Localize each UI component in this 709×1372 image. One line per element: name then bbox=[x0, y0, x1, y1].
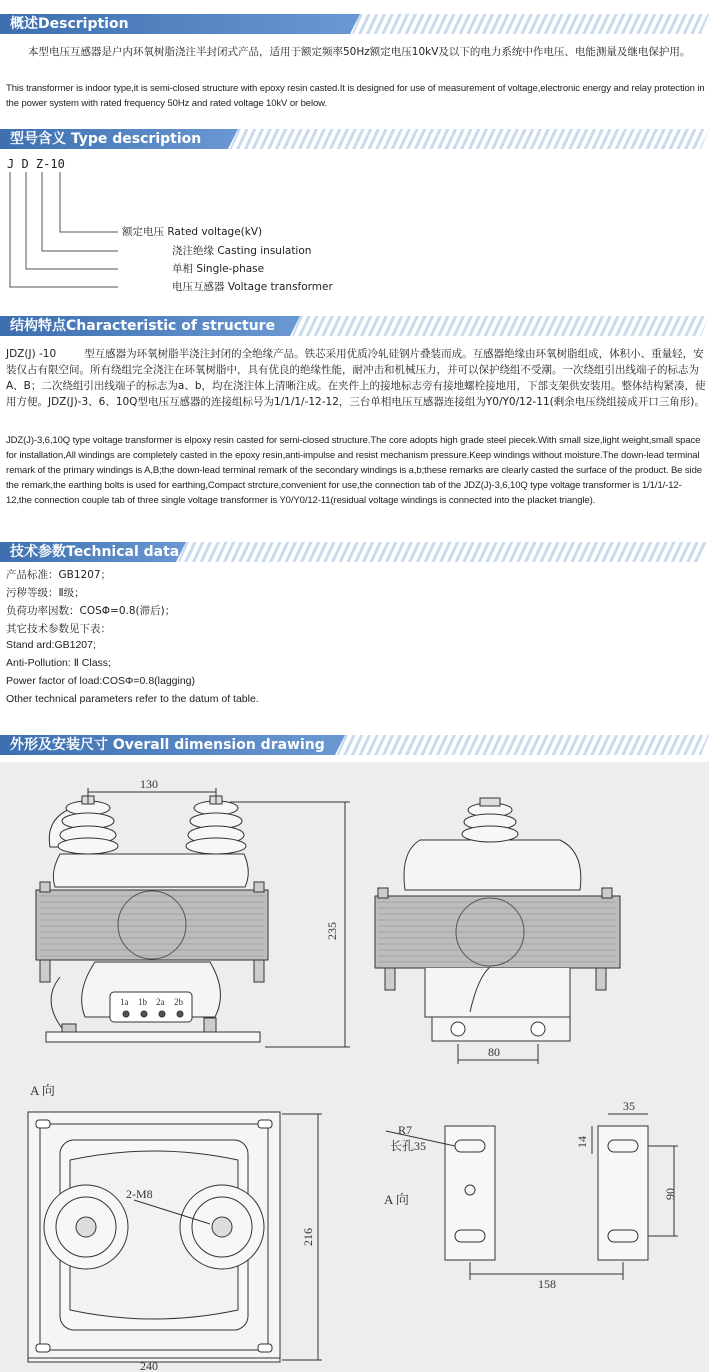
label-slot: 长孔35 bbox=[390, 1139, 427, 1153]
type-item: 浇注绝缘 Casting insulation bbox=[172, 245, 312, 257]
tech-line: Other technical parameters refer to the datum of table. bbox=[6, 693, 259, 705]
tech-line: Power factor of load:COSΦ=0.8(lagging) bbox=[6, 675, 196, 687]
dim-158: 158 bbox=[538, 1277, 556, 1291]
description-zh: 本型电压互感器是户内环氧树脂浇注半封闭式产品，适用于额定频率50Hz额定电压10kV及以下的电力系统中作电压、电能测量及继电保护用。 bbox=[28, 46, 691, 58]
section-header-type bbox=[0, 125, 709, 151]
tech-line: 其它技术参数见下表： bbox=[6, 623, 111, 635]
section-title: 概述Description bbox=[10, 16, 129, 32]
type-item: 额定电压 Rated voltage(kV) bbox=[122, 226, 263, 238]
type-item: 电压互感器 Voltage transformer bbox=[172, 281, 333, 293]
structure-en: JDZ(J)-3,6,10Q type voltage transformer is elpoxy resin casted for semi-closed structure.The core adopts high grade steel piecek.With small size,light weight,small space for installation,All windings are completely casted in the epoxy resin,anti-impulse and resist mechanism pressure.Keep windings without moisture.The down-lead terminal remark of the primary windings is A,B;the down-lead terminal remark of the secondary windings is a,b;these remarks are clearly casted the surface of the product. Be side the remark,the earthing bolts is used for earthing,Compact strcture,convenient for use,the connection tab of the JDZ(J)-3,6,10Q type voltage transformer is 1/1/1/-12-12,the connection couple tab of three single voltage transformer is Y0/Y0/12-11(residual voltage windings is connected into the placket triangle). bbox=[6, 435, 702, 506]
label-a-direction: A 向 bbox=[30, 1083, 55, 1098]
tech-line: Anti-Pollution: Ⅱ Class; bbox=[6, 657, 111, 669]
dim-130: 130 bbox=[140, 777, 158, 791]
description-en: This transformer is indoor type,it is semi-closed structure with epoxy resin casted.It is designed for use of measurement of voltage,electronic energy and relay protection in the power system with rated frequency 50Hz and rated voltage 10kV or below. bbox=[6, 83, 705, 109]
section-title: 型号含义 Type description bbox=[10, 131, 202, 147]
dim-14: 14 bbox=[575, 1136, 589, 1148]
tech-line: 污秽等级：Ⅱ级； bbox=[6, 587, 85, 599]
section-title: 结构特点Characteristic of structure bbox=[10, 318, 276, 334]
dim-35: 35 bbox=[623, 1099, 635, 1113]
label-r7: R7 bbox=[398, 1123, 413, 1137]
structure-zh bbox=[6, 346, 706, 410]
terminal-label: 2a bbox=[156, 997, 165, 1007]
dim-240: 240 bbox=[140, 1359, 158, 1372]
dimension-drawing bbox=[0, 762, 709, 1372]
section-header-description bbox=[0, 10, 709, 36]
terminal-label: 1b bbox=[138, 997, 147, 1007]
section-title: 外形及安装尺寸 Overall dimension drawing bbox=[10, 737, 325, 753]
terminal-label: 1a bbox=[120, 997, 129, 1007]
tech-line: Stand ard:GB1207; bbox=[6, 639, 96, 651]
terminal-label: 2b bbox=[174, 997, 183, 1007]
tech-line: 负荷功率因数：COSΦ=0.8(滞后)； bbox=[6, 605, 176, 617]
section-header-drawing bbox=[0, 731, 709, 757]
dim-235: 235 bbox=[325, 922, 339, 940]
type-item: 单相 Single-phase bbox=[172, 263, 265, 275]
label-m8: 2-M8 bbox=[126, 1187, 153, 1201]
label-a-direction: A 向 bbox=[384, 1192, 409, 1207]
dim-80: 80 bbox=[488, 1045, 500, 1059]
section-title: 技术参数Technical data bbox=[10, 544, 180, 560]
dim-90: 90 bbox=[663, 1188, 677, 1200]
tech-line: 产品标准：GB1207； bbox=[6, 569, 112, 581]
section-header-technical bbox=[0, 538, 709, 564]
structure-zh-body: 型互感器为环氧树脂半浇注封闭的全绝缘产品。铁芯采用优质冷轧硅钢片叠装而成。互感器绝缘由环氧树脂组成，体积小、重量轻，安装仅占有限空间。所有绕组完全浇注在环氧树脂中，具有优良的绝缘性能，耐冲击和机械压力，并可以保护绕组不受潮。一次绕组引出线端子的标志为A、B；二次绕组引出线端子的标志为a、b，均在浇注体上清晰注成。在夹件上的接地标志旁有接地螺栓接地用，下部支架供安装用。整体结构紧凑，使用方便。JDZ(J)-3、6、10Q型电压互感器的连接组标号为1/1/1/-12-12，三台单相电压互感器连接组为Y0/Y0/12-11(剩余电压绕组接成开口三角形)。 bbox=[6, 348, 706, 408]
model-code: J D Z-10 bbox=[7, 157, 65, 171]
section-header-structure bbox=[0, 312, 709, 338]
bottom-view bbox=[28, 1112, 322, 1362]
structure-model: JDZ(J) -10 bbox=[6, 348, 57, 360]
dim-216: 216 bbox=[301, 1228, 315, 1246]
